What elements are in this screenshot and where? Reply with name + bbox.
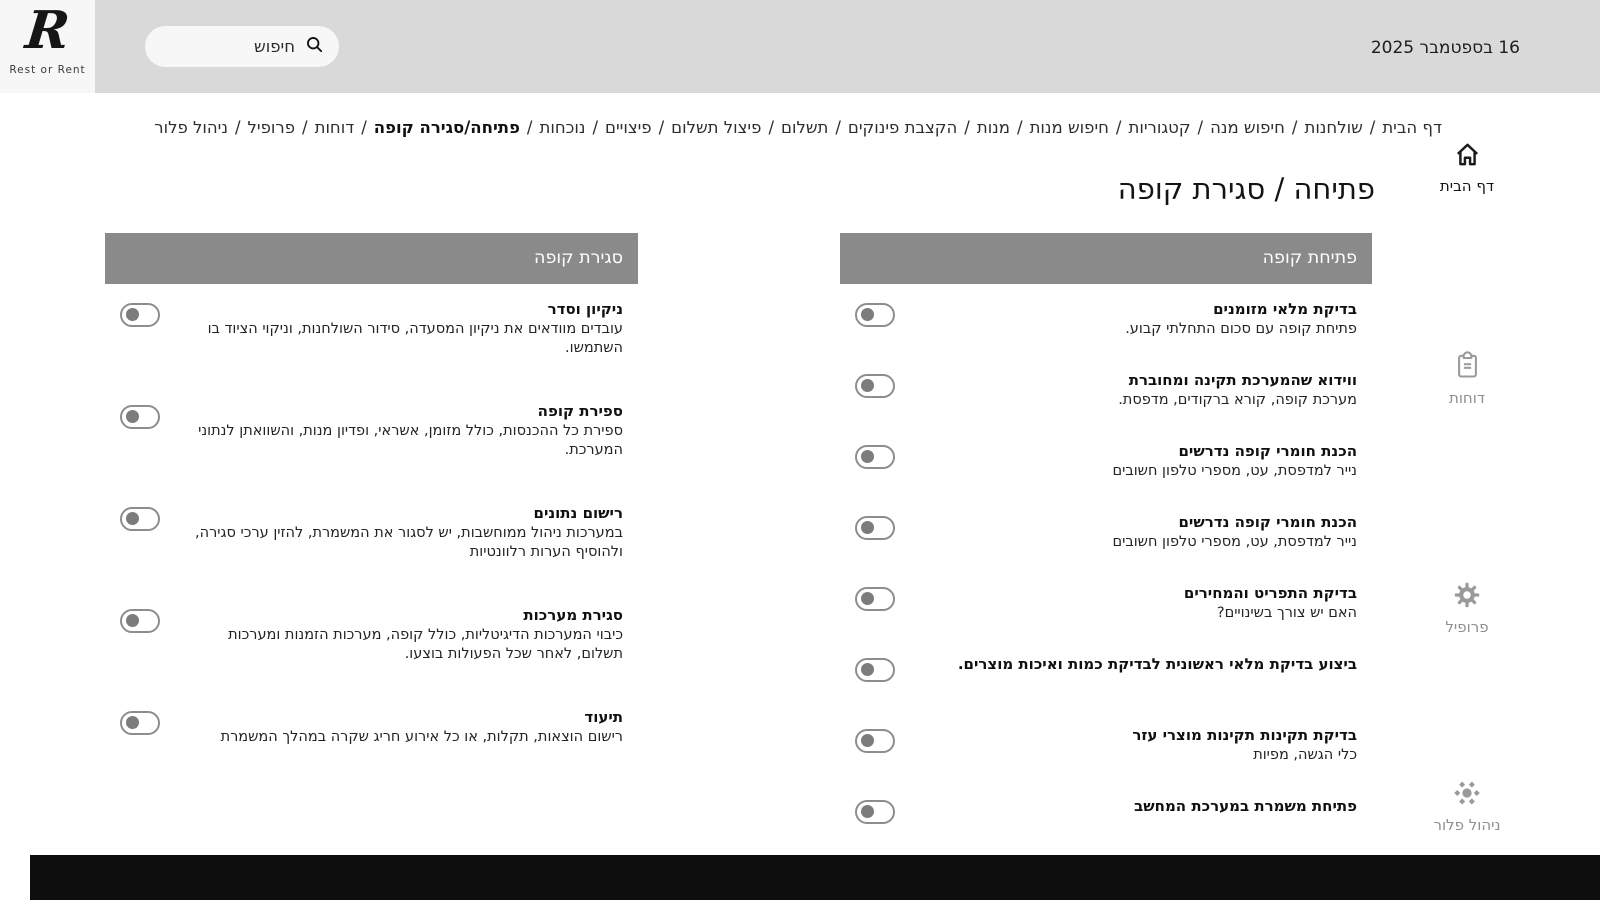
breadcrumb-separator: / — [302, 118, 308, 137]
toggle-knob — [861, 663, 874, 676]
toggle-knob — [861, 308, 874, 321]
checklist-item-title: בדיקת תקינות תקינות מוצרי עזר — [1132, 726, 1357, 744]
breadcrumb-item[interactable]: דף הבית — [1382, 118, 1442, 137]
breadcrumb-separator: / — [1197, 118, 1204, 137]
toggle-switch[interactable] — [120, 507, 160, 531]
checklist-item-title: ביצוע בדיקת מלאי ראשונית לבדיקת כמות ואיכות מוצרים. — [957, 655, 1357, 673]
toggle-switch[interactable] — [120, 711, 160, 735]
sidebar-item-floor-management[interactable] — [1422, 778, 1512, 834]
toggle-knob — [861, 805, 874, 818]
breadcrumb-item[interactable]: פיצול תשלום — [671, 118, 762, 137]
toggle-knob — [861, 450, 874, 463]
checklist-item-title: פתיחת משמרת במערכת המחשב — [1134, 797, 1357, 815]
toggle-switch[interactable] — [855, 303, 895, 327]
checklist-item-subtitle: ספירת כל ההכנסות, כולל מזומן, אשראי, ופדיון מנות, והשוואתן לנתוני המערכת. — [198, 423, 623, 458]
clipboard-icon — [1452, 366, 1483, 385]
checklist-item-subtitle: במערכות ניהול ממוחשבות, יש לסגור את המשמרת, להזין ערכי סגירה, ולהוסיף הערות רלוונטיות — [195, 525, 623, 560]
breadcrumb-separator: / — [234, 118, 241, 137]
checklist-item — [120, 504, 623, 562]
breadcrumb-separator: / — [526, 118, 533, 137]
checklist-item-subtitle: רישום הוצאות, תקלות, או כל אירוע חריג שקרה במהלך המשמרת — [220, 729, 623, 745]
toggle-knob — [861, 734, 874, 747]
panel-open-body — [840, 284, 1372, 837]
checklist-item-title: בדיקת התפריט והמחירים — [1183, 584, 1357, 602]
toggle-knob — [126, 716, 139, 729]
breadcrumb-separator: / — [835, 118, 841, 137]
checklist-item-title: סגירת מערכות — [523, 606, 623, 624]
checklist-item — [855, 726, 1357, 766]
toggle-knob — [126, 512, 139, 525]
checklist-item — [855, 513, 1357, 553]
checklist-item — [120, 402, 623, 460]
checklist-item-text — [1112, 513, 1357, 552]
checklist-item-subtitle: פתיחת קופה עם סכום התחלתי קבוע. — [1125, 321, 1357, 337]
checklist-item — [855, 797, 1357, 837]
gear-icon — [1452, 595, 1482, 614]
checklist-item-subtitle: עובדים מוודאים את ניקיון המסעדה, סידור השולחנות, וניקוי הציוד בו השתמשו. — [207, 321, 623, 356]
checklist-item-title: הכנת חומרי קופה נדרשים — [1178, 442, 1357, 460]
checklist-item-subtitle: מערכת קופה, קורא ברקודים, מדפסת. — [1118, 392, 1357, 408]
checklist-item-subtitle: האם יש צורך בשינויים? — [1216, 605, 1357, 621]
breadcrumb-item[interactable]: הקצבת פינוקים — [847, 118, 958, 137]
profile-label: פרופיל — [1445, 618, 1489, 636]
checklist-item-text — [1112, 442, 1357, 481]
toggle-knob — [126, 410, 139, 423]
breadcrumb-item[interactable]: נוכחות — [539, 118, 586, 137]
checklist-item — [120, 606, 623, 664]
breadcrumb-separator: / — [658, 118, 665, 137]
toggle-switch[interactable] — [855, 800, 895, 824]
sidebar-item-home[interactable] — [1422, 139, 1512, 195]
floor-label: ניהול פלור — [1433, 816, 1501, 834]
checklist-item — [855, 584, 1357, 624]
page-title: פתיחה / סגירת קופה — [1117, 172, 1375, 206]
logo-caption: Rest or Rent — [9, 64, 86, 76]
checklist-item-text — [182, 300, 623, 358]
checklist-item — [120, 300, 623, 358]
panel-close-header: סגירת קופה — [105, 233, 638, 284]
checklist-item-text — [182, 504, 623, 562]
reports-label: דוחות — [1448, 389, 1486, 407]
breadcrumb-item[interactable]: קטגוריות — [1128, 118, 1191, 137]
checklist-item-text — [182, 402, 623, 460]
breadcrumb-separator: / — [592, 118, 598, 137]
breadcrumb-item[interactable]: פרופיל — [247, 118, 296, 137]
toggle-knob — [861, 379, 874, 392]
checklist-item-subtitle: נייר למדפסת, עט, מספרי טלפון חשובים — [1112, 534, 1357, 550]
sidebar-item-reports[interactable] — [1422, 350, 1512, 407]
toggle-knob — [126, 614, 139, 627]
checklist-item — [120, 708, 623, 748]
home-icon — [1452, 155, 1483, 174]
checklist-item — [855, 300, 1357, 340]
checklist-item-text — [1134, 797, 1357, 816]
checklist-item — [855, 442, 1357, 482]
checklist-item-text — [1184, 584, 1357, 623]
breadcrumb-separator: / — [361, 118, 367, 137]
checklist-item-title: ספירת קופה — [537, 402, 623, 420]
checklist-item-title: רישום נתונים — [533, 504, 623, 522]
checklist-item-text — [221, 708, 623, 747]
checklist-item-subtitle: כלי הגשה, מפיות — [1253, 747, 1357, 763]
toggle-knob — [126, 308, 139, 321]
checklist-item-text — [1132, 726, 1357, 765]
breadcrumb-item[interactable]: חיפוש מנה — [1210, 118, 1285, 137]
logo-monogram: R — [22, 0, 73, 61]
breadcrumb-separator: / — [768, 118, 774, 137]
breadcrumb-separator: / — [1115, 118, 1122, 137]
panel-close-register — [105, 233, 638, 792]
breadcrumb-item[interactable]: חיפוש מנות — [1029, 118, 1109, 137]
breadcrumb — [0, 0, 1600, 137]
checklist-item-text — [1125, 300, 1357, 339]
checklist-item-title: ווידוא שהמערכת תקינה ומחוברת — [1128, 371, 1357, 389]
breadcrumb-item[interactable]: דוחות — [314, 118, 355, 137]
breadcrumb-separator: / — [1291, 118, 1298, 137]
checklist-item-title: ניקיון וסדר — [547, 300, 623, 318]
toggle-switch[interactable] — [855, 445, 895, 469]
toggle-switch[interactable] — [855, 729, 895, 753]
breadcrumb-item[interactable]: מנות — [976, 118, 1010, 137]
breadcrumb-separator: / — [1017, 118, 1023, 137]
breadcrumb-item[interactable]: פיצויים — [605, 118, 652, 137]
checklist-item-text — [182, 606, 623, 664]
toggle-switch[interactable] — [120, 303, 160, 327]
toggle-switch[interactable] — [120, 609, 160, 633]
checklist-item — [855, 655, 1357, 695]
checklist-item-text — [958, 655, 1357, 674]
toggle-knob — [861, 592, 874, 605]
toggle-switch[interactable] — [855, 587, 895, 611]
toggle-switch[interactable] — [855, 516, 895, 540]
panel-open-register — [840, 233, 1372, 868]
footer-bar — [30, 855, 1600, 900]
checklist-item-title: הכנת חומרי קופה נדרשים — [1178, 513, 1357, 531]
date-label: 16 בספטמבר 2025 — [1370, 38, 1520, 58]
breadcrumb-item[interactable]: שולחנות — [1304, 118, 1363, 137]
home-label: דף הבית — [1439, 177, 1495, 195]
breadcrumb-separator: / — [1369, 118, 1376, 137]
panel-open-header: פתיחת קופה — [840, 233, 1372, 284]
checklist-item-title: בדיקת מלאי מזומנים — [1213, 300, 1357, 318]
floor-plan-icon — [1452, 793, 1482, 812]
checklist-item-title: תיעוד — [584, 708, 623, 726]
panel-close-body — [105, 284, 638, 748]
sidebar-item-profile[interactable] — [1422, 580, 1512, 636]
breadcrumb-item[interactable]: תשלום — [781, 118, 829, 137]
checklist-item — [855, 371, 1357, 411]
checklist-item-subtitle: כיבוי המערכות הדיגיטליות, כולל קופה, מערכות הזמנות ומערכות תשלום, לאחר שכל הפעולות בוצעו. — [228, 627, 623, 662]
breadcrumb-separator: / — [964, 118, 970, 137]
checklist-item-text — [1118, 371, 1357, 410]
toggle-switch[interactable] — [120, 405, 160, 429]
checklist-item-subtitle: נייר למדפסת, עט, מספרי טלפון חשובים — [1112, 463, 1357, 479]
breadcrumb-item[interactable]: פתיחה/סגירה קופה — [373, 118, 520, 137]
toggle-knob — [861, 521, 874, 534]
toggle-switch[interactable] — [855, 658, 895, 682]
breadcrumb-item[interactable]: ניהול פלור — [154, 118, 228, 137]
toggle-switch[interactable] — [855, 374, 895, 398]
